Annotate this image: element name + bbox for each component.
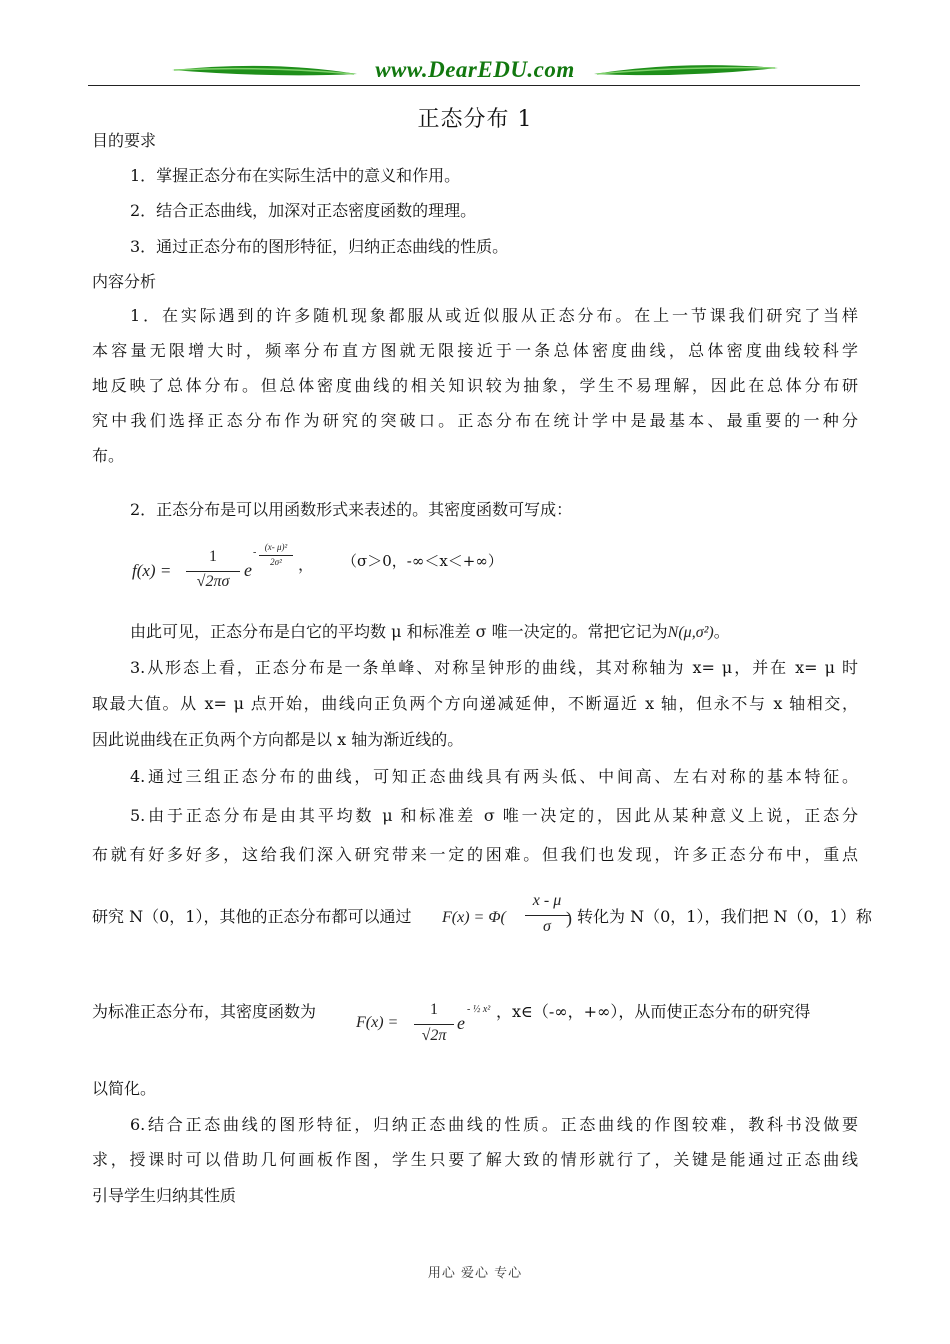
fraction-bar <box>186 571 240 572</box>
paragraph-line: 求，授课时可以借助几何画板作图，学生只要了解大致的情形就行了，关键是能通过正态曲线 <box>92 1150 858 1169</box>
formula-lhs: f(x) = <box>132 561 172 580</box>
paragraph-line: 地反映了总体分布。但总体密度曲线的相关知识较为抽象，学生不易理解，因此在总体分布研 <box>92 376 858 395</box>
formula-exp-sign: - <box>253 547 257 558</box>
notation-formula: N(μ,σ²) <box>667 624 714 641</box>
site-banner <box>172 56 778 92</box>
paragraph-line: 究中我们选择正态分布作为研究的突破口。正态分布在统计学中是最基本、最重要的一种分 <box>92 411 858 430</box>
paragraph-line: 布。 <box>92 446 125 465</box>
formula-comma: ， <box>298 557 315 574</box>
notation-text: 由此可见，正态分布是白它的平均数 μ 和标准差 σ 唯一决定的。常把它记为 <box>130 622 668 641</box>
formula-denominator: √2πσ <box>196 573 230 590</box>
page-title: 正态分布 1 <box>417 107 533 132</box>
formula-close: ) <box>566 908 572 928</box>
formula-exponent: - ½ x² <box>467 1004 491 1015</box>
formula-lhs: F(x) = <box>356 1014 399 1031</box>
formula-numerator: x - μ <box>532 892 562 909</box>
banner-url-text: www.DearEDU.com <box>375 57 575 82</box>
paragraph-line: 5.由于正态分布是由其平均数 μ 和标准差 σ 唯一决定的，因此从某种意义上说，正态分 <box>130 806 858 825</box>
paragraph-line: 研究 N（0，1），其他的正态分布都可以通过 <box>92 907 412 926</box>
fraction-bar <box>525 915 569 916</box>
paragraph-line: 取最大值。从 x= μ 点开始，曲线向正负两个方向递减延伸，不断逼近 x 轴，但永不与 x 轴相交， <box>92 694 858 713</box>
formula-condition: （σ＞0，-∞＜x＜+∞） <box>342 552 503 570</box>
formula-exp-denominator: 2σ² <box>270 557 282 567</box>
notation-end: 。 <box>713 622 730 641</box>
paragraph-line: 4.通过三组正态分布的曲线，可知正态曲线具有两头低、中间高、左右对称的基本特征。 <box>130 767 858 786</box>
paragraph-line: 6.结合正态曲线的图形特征，归纳正态曲线的性质。正态曲线的作图较难，教科书没做要 <box>130 1115 858 1134</box>
paragraph-line: 本容量无限增大时，频率分布直方图就无限接近于一条总体密度曲线，总体密度曲线较科学 <box>92 341 858 360</box>
fraction-bar <box>414 1024 454 1025</box>
fraction-bar <box>259 555 293 556</box>
paragraph-line: 3.从形态上看，正态分布是一条单峰、对称呈钟形的曲线，其对称轴为 x= μ，并在 x= μ 时 <box>130 658 858 677</box>
paragraph-line: 布就有好多好多，这给我们深入研究带来一定的困难。但我们也发现，许多正态分布中，重点 <box>92 845 858 864</box>
formula-exp-numerator: (x- μ)² <box>264 542 288 552</box>
objective-item: 2．结合正态曲线，加深对正态密度函数的理理。 <box>130 201 477 220</box>
paragraph-line: 引导学生归纳其性质 <box>92 1186 237 1205</box>
formula-numerator: 1 <box>430 1001 438 1018</box>
paragraph-line: 1．在实际遇到的许多随机现象都服从或近似服从正态分布。在上一节课我们研究了当样 <box>130 306 858 325</box>
paragraph-line: 为标准正态分布，其密度函数为 <box>92 1002 317 1021</box>
formula-denominator: √2π <box>421 1027 447 1044</box>
objective-item: 1．掌握正态分布在实际生活中的意义和作用。 <box>130 166 461 185</box>
paragraph-line: 2．正态分布是可以用函数形式来表述的。其密度函数可写成： <box>130 500 573 519</box>
formula-numerator: 1 <box>209 548 217 565</box>
formula-exp-base: e <box>244 560 252 580</box>
header-divider <box>88 85 860 86</box>
paragraph-line: ，x∈（-∞，+∞），从而使正态分布的研究得 <box>496 1002 811 1021</box>
formula-exp-base: e <box>457 1013 465 1033</box>
analysis-heading: 内容分析 <box>92 272 157 291</box>
objective-item: 3．通过正态分布的图形特征，归纳正态曲线的性质。 <box>130 237 509 256</box>
page-footer: 用心 爱心 专心 <box>427 1266 523 1281</box>
paragraph-line: 以简化。 <box>92 1079 157 1098</box>
paragraph-line: 转化为 N（0，1），我们把 N（0，1）称 <box>577 907 872 926</box>
objectives-heading: 目的要求 <box>92 131 157 150</box>
formula-denominator: σ <box>543 918 551 935</box>
paragraph-line <box>130 622 730 643</box>
formula-lhs: F(x) = Φ( <box>442 909 506 926</box>
paragraph-line: 因此说曲线在正负两个方向都是以 x 轴为渐近线的。 <box>92 730 464 749</box>
